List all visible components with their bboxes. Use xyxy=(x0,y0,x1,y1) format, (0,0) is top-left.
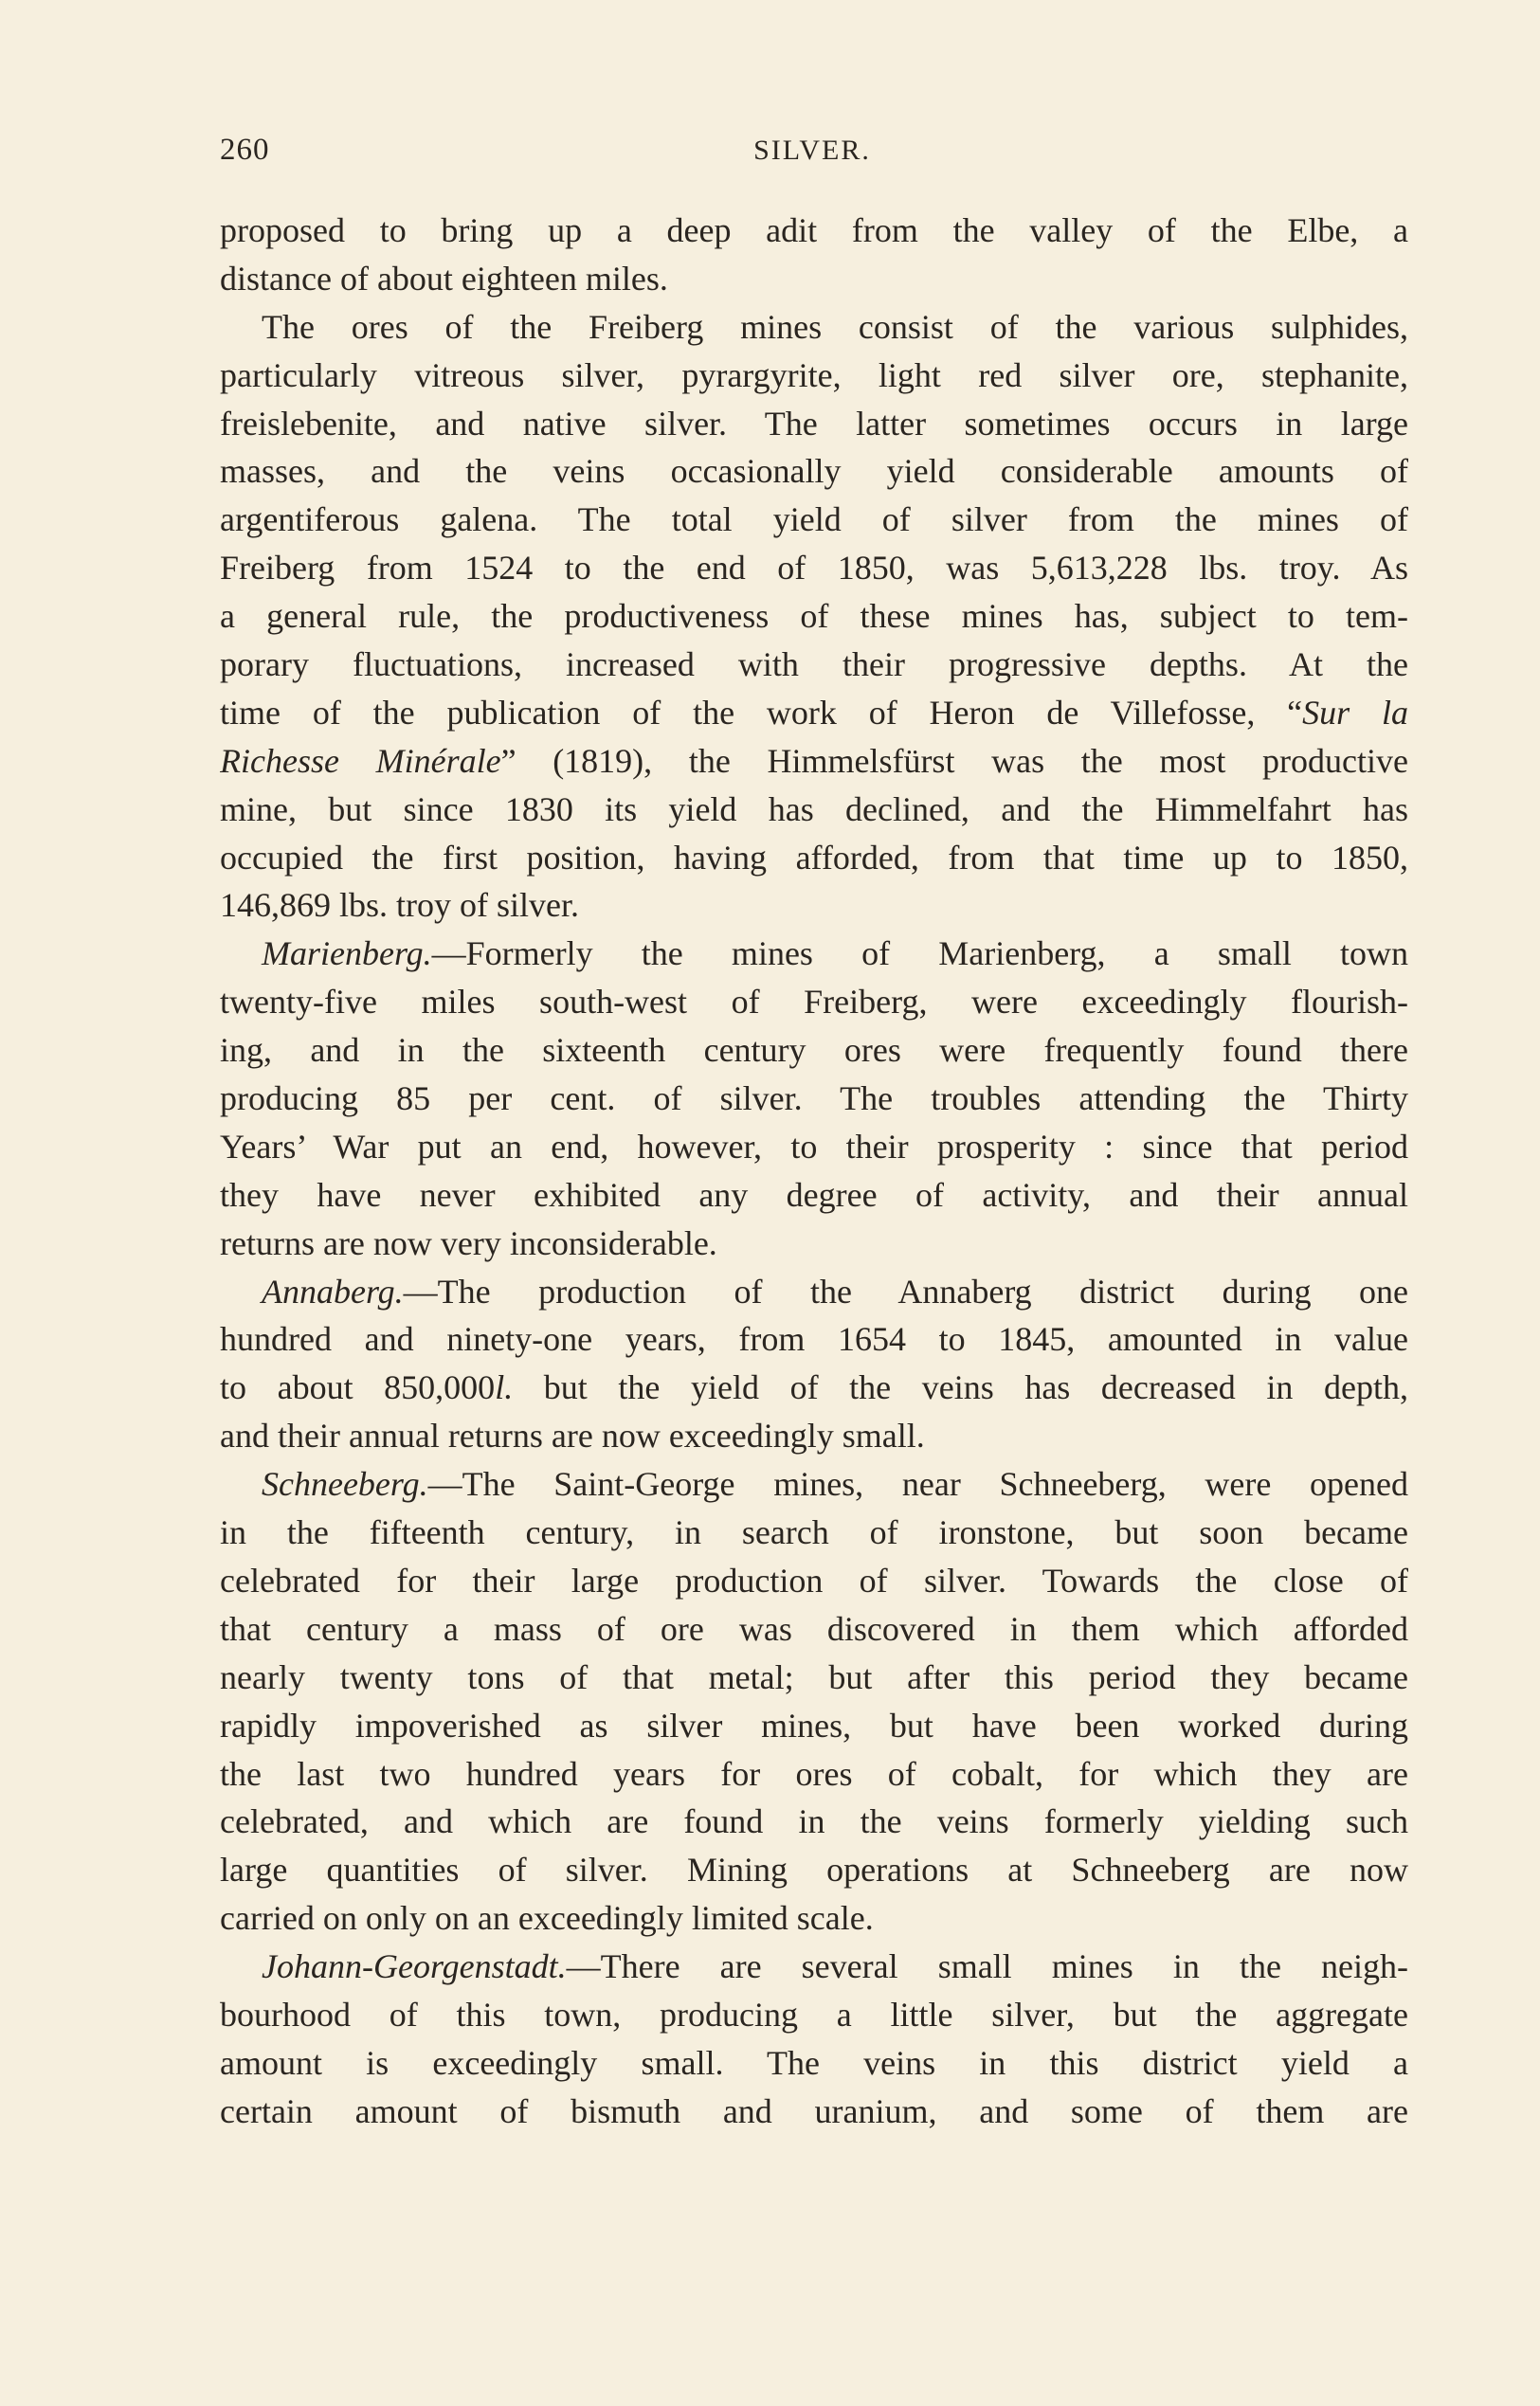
running-head xyxy=(220,133,1404,180)
text-line: Years’ War put an end, however, to their prosperity : since that period xyxy=(220,1127,1408,1166)
text-segment: time of the publication of the work of Heron de Villefosse, “ xyxy=(220,693,1303,732)
body-text xyxy=(220,207,1408,2136)
text-line: distance of about eighteen miles. xyxy=(220,259,668,298)
currency-symbol: l. xyxy=(495,1368,514,1407)
text-line: argentiferous galena. The total yield of silver from the mines of xyxy=(220,500,1408,539)
text-line: rapidly impoverished as silver mines, but have been worked during xyxy=(220,1706,1408,1745)
text-line xyxy=(220,689,1408,737)
text-line: bourhood of this town, producing a little silver, but the aggregate xyxy=(220,1995,1408,2034)
italic-title: Sur la xyxy=(1302,693,1408,732)
text-line: The ores of the Freiberg mines consist of the various sulphides, xyxy=(262,307,1408,346)
text-line: mine, but since 1830 its yield has declined, and the Himmelfahrt has xyxy=(220,789,1408,828)
text-segment: to about 850,000 xyxy=(220,1368,496,1407)
text-line xyxy=(220,1460,1408,1509)
text-line: porary fluctuations, increased with their progressive depths. At the xyxy=(220,645,1408,684)
section-heading-marienberg: Marienberg. xyxy=(262,934,432,973)
text-line: ing, and in the sixteenth century ores were frequently found there xyxy=(220,1031,1408,1070)
text-line: producing 85 per cent. of silver. The troubles attending the Thirty xyxy=(220,1079,1408,1118)
text-line: 146,869 lbs. troy of silver. xyxy=(220,886,579,925)
text-line: certain amount of bismuth and uranium, and some of them are xyxy=(220,2091,1408,2130)
text-line: particularly vitreous silver, pyrargyrite, light red silver ore, stephanite, xyxy=(220,355,1408,394)
text-line xyxy=(220,930,1408,978)
text-line: large quantities of silver. Mining operations at Schneeberg are now xyxy=(220,1851,1408,1890)
text-line xyxy=(220,1268,1408,1316)
text-segment: —The Saint-George mines, near Schneeberg, were opened xyxy=(427,1465,1408,1504)
italic-title: Richesse Minérale xyxy=(220,741,501,780)
text-line: twenty-five miles south-west of Freiberg, were exceedingly flourish- xyxy=(220,983,1408,1022)
text-segment: —Formerly the mines of Marienberg, a small town xyxy=(431,934,1408,973)
text-line: and their annual returns are now exceedingly small. xyxy=(220,1417,925,1456)
text-line: amount is exceedingly small. The veins in this district yield a xyxy=(220,2043,1408,2082)
text-line: carried on only on an exceedingly limited scale. xyxy=(220,1899,874,1938)
text-line: nearly twenty tons of that metal; but after this period they became xyxy=(220,1657,1408,1696)
text-segment: ” (1819), the Himmelsfürst was the most productive xyxy=(500,741,1408,780)
text-line: masses, and the veins occasionally yield considerable amounts of xyxy=(220,452,1408,491)
text-line: the last two hundred years for ores of cobalt, for which they are xyxy=(220,1754,1408,1793)
text-line: celebrated, and which are found in the veins formerly yielding such xyxy=(220,1802,1408,1841)
text-line xyxy=(220,737,1408,786)
section-heading-johann-georgenstadt: Johann-Georgenstadt. xyxy=(262,1947,567,1986)
text-line xyxy=(220,1943,1408,1991)
text-line: they have never exhibited any degree of activity, and their annual xyxy=(220,1175,1408,1214)
section-heading-schneeberg: Schneeberg. xyxy=(262,1465,428,1504)
running-title: SILVER. xyxy=(753,135,871,166)
text-segment: —The production of the Annaberg district during one xyxy=(403,1272,1408,1311)
text-segment: but the yield of the veins has decreased in depth, xyxy=(513,1368,1408,1407)
text-line: in the fifteenth century, in search of ironstone, but soon became xyxy=(220,1513,1408,1552)
text-line: a general rule, the productiveness of these mines has, subject to tem- xyxy=(220,597,1408,636)
text-line: hundred and ninety-one years, from 1654 to 1845, amounted in value xyxy=(220,1320,1408,1359)
text-line: proposed to bring up a deep adit from the valley of the Elbe, a xyxy=(220,211,1408,249)
text-line: returns are now very inconsiderable. xyxy=(220,1223,717,1262)
page-number: 260 xyxy=(220,133,270,167)
text-line: occupied the first position, having afforded, from that time up to 1850, xyxy=(220,838,1408,877)
text-line: celebrated for their large production of silver. Towards the close of xyxy=(220,1561,1408,1600)
text-line: freislebenite, and native silver. The latter sometimes occurs in large xyxy=(220,404,1408,443)
text-segment: —There are several small mines in the neigh- xyxy=(566,1947,1408,1986)
text-line xyxy=(220,1364,1408,1412)
text-line: that century a mass of ore was discovered in them which afforded xyxy=(220,1609,1408,1648)
section-heading-annaberg: Annaberg. xyxy=(262,1272,404,1311)
text-line: Freiberg from 1524 to the end of 1850, was 5,613,228 lbs. troy. As xyxy=(220,549,1408,588)
